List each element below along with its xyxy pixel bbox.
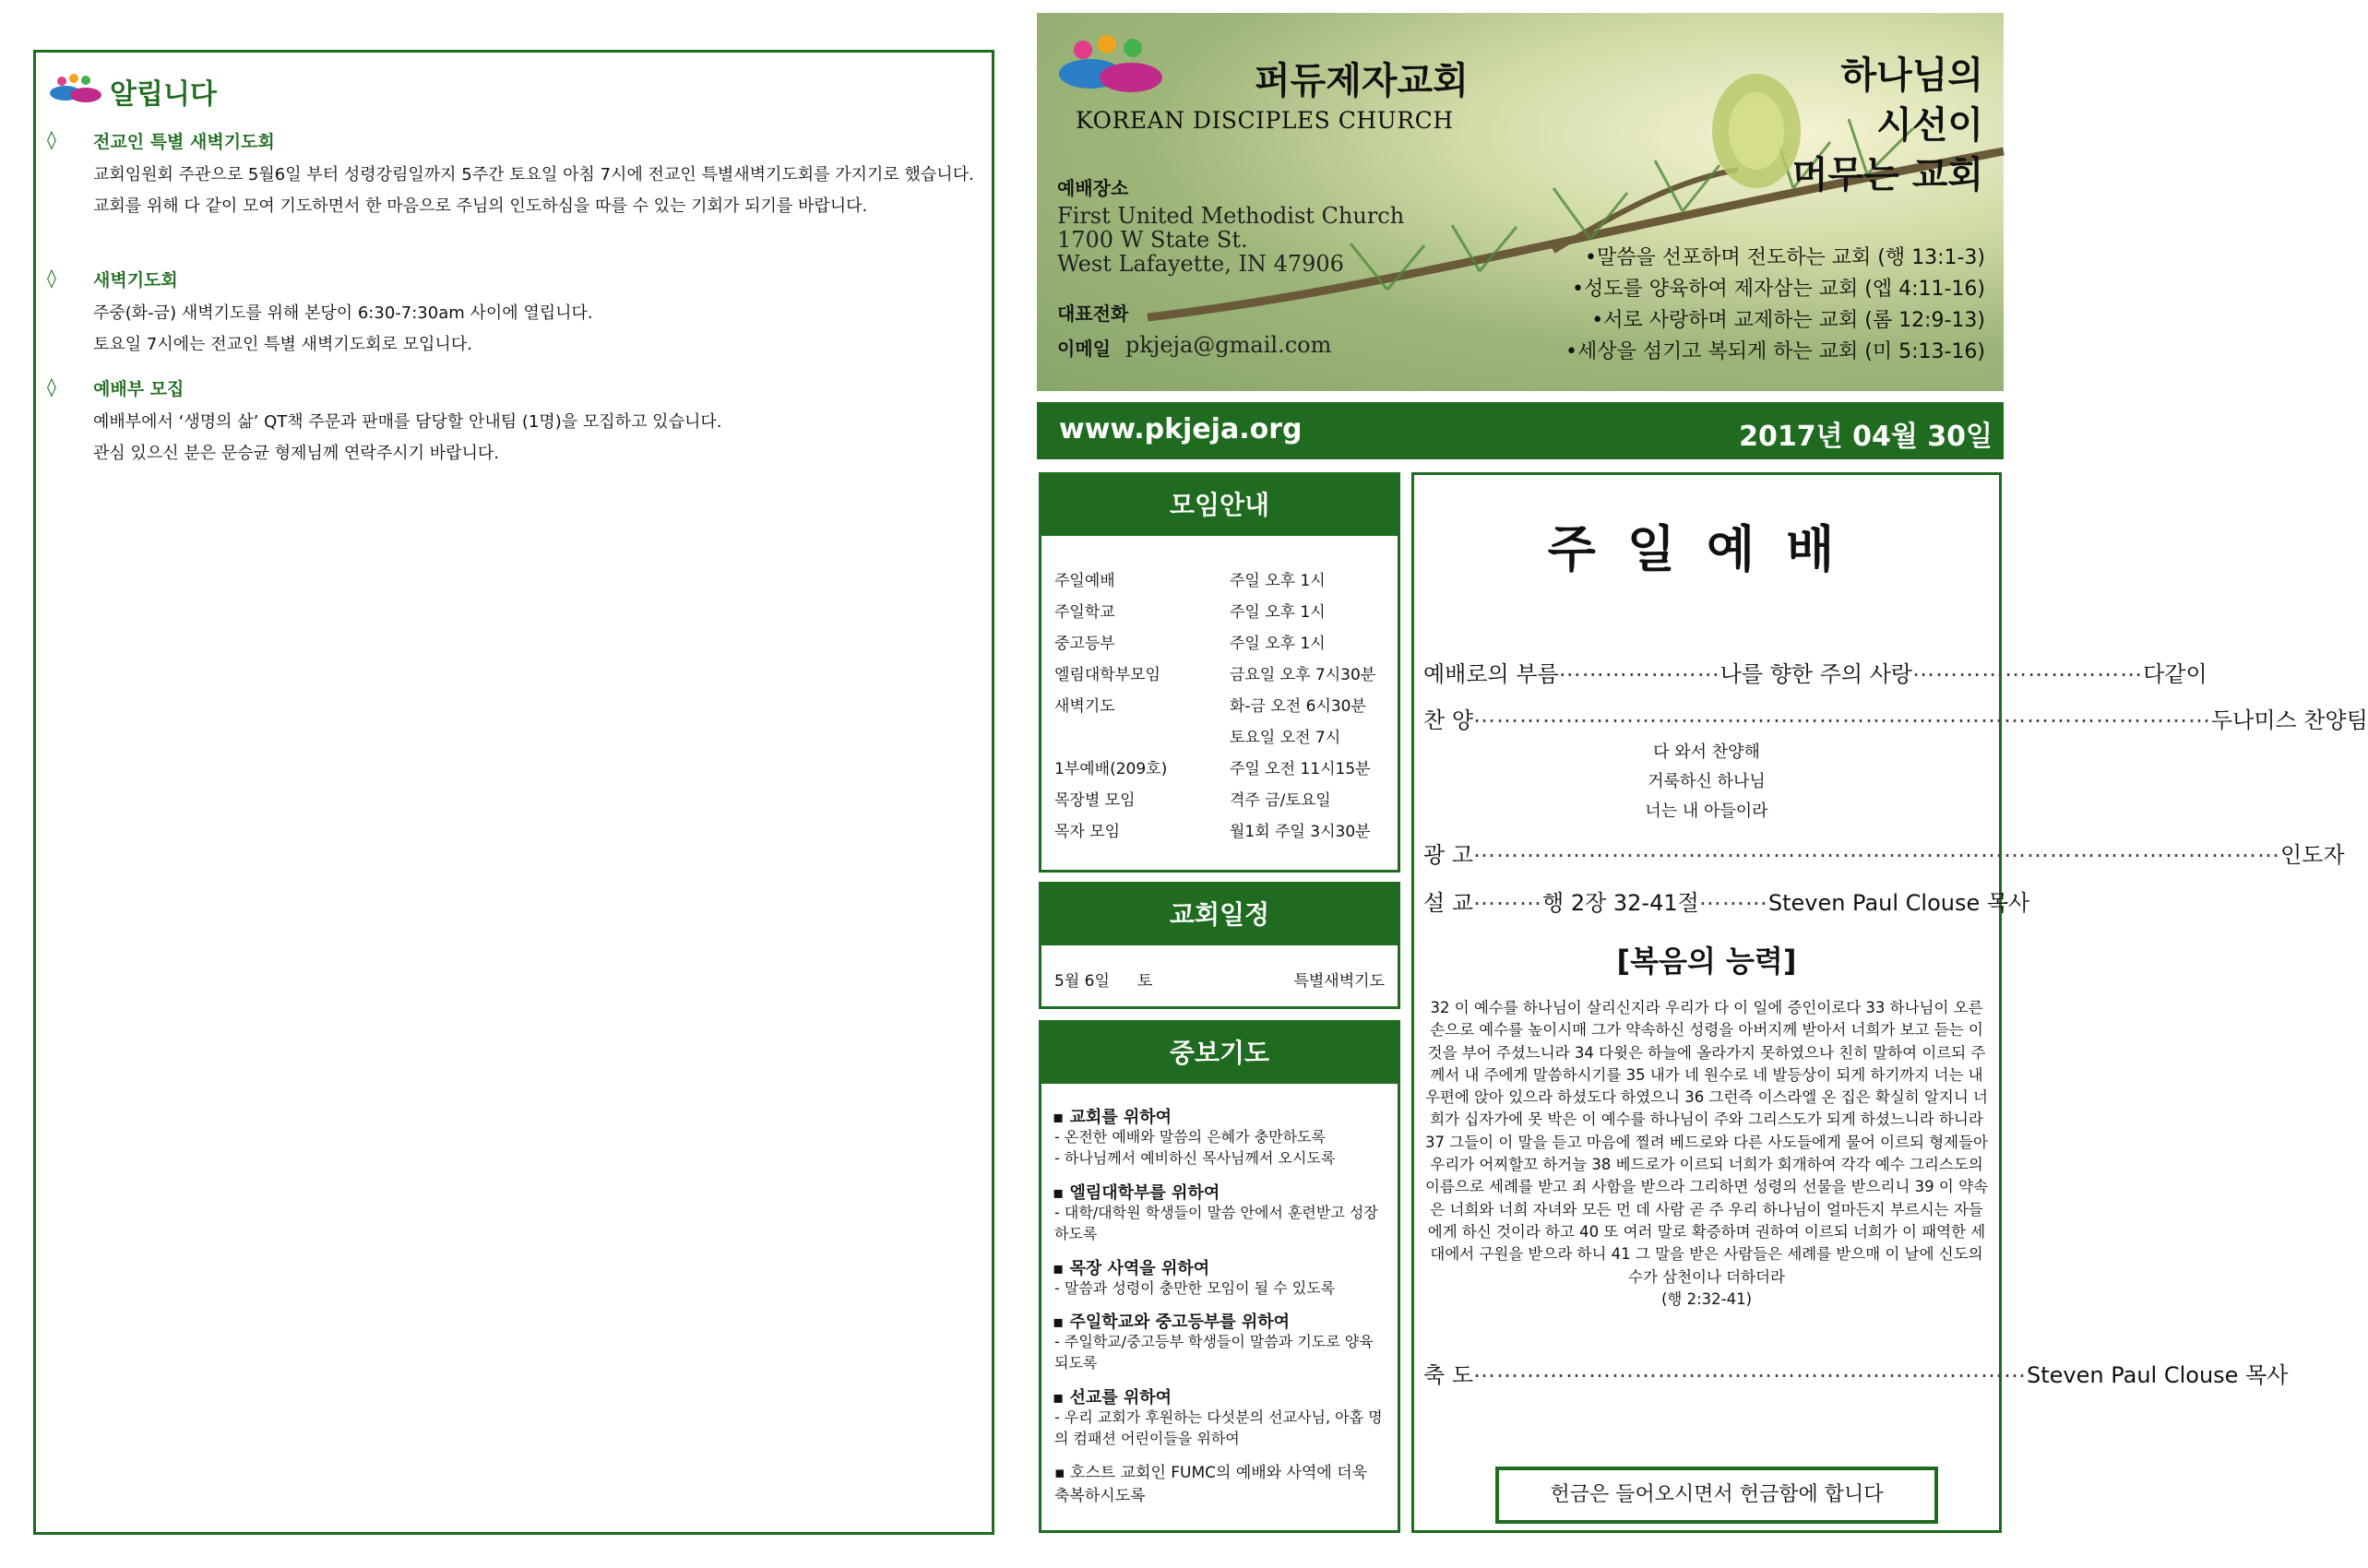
meeting-time: 월1회 주일 3시30분: [1230, 823, 1371, 841]
meeting-time: 금요일 오후 7시30분: [1230, 666, 1376, 684]
motto-line-2: 시선이: [1876, 104, 1983, 147]
bulletin-date: 2017년 04월 30일: [1739, 421, 1993, 453]
order-sermon: [1423, 885, 2030, 917]
scripture-passage: 32 이 예수를 하나님이 살리신지라 우리가 다 이 일에 증인이로다 33 하나님이 오른손으로 예수를 높이시매 그가 약속하신 성령을 아버지께 받아서 너희가 보고 듣는 이것을 부어 주셨느니라 34 다윗은 하늘에 올라가지 못하였으나 친히 말하여 이르되 주께서 내 주에게 말씀하시기를 35 내가 네 원수로 네 발등상이 되게 하기까지 너는 내 우편에 앉아 있으라 하셨도다 하였으니 36 그런즉 이스라엘 온 집은 확실히 알지니 너희가 십자가에 못 박은 이 예수를 하나님이 주와 그리스도가 되게 하셨느니라 하니라 37 그들이 이 말을 듣고 마음에 찔려 베드로와 다른 사도들에게 물어 이르되 형제들아 우리가 어찌할꼬 하거늘 38 베드로가 이르되 너희가 회개하여 각각 예수 그리스도의 이름으로 세례를 받고 죄 사함을 받으라 그리하면 성령의 선물을 받으리니 39 이 약속은 너희와 너희 자녀와 모든 먼 데 사람 곧 주 우리 하나님이 얼마든지 부르시는 자들에게 하신 것이라 하고 40 또 여러 말로 확증하며 권하여 이르되 너희가 이 패역한 세대에서 구원을 받으라 하니 41 그 말을 받은 사람들은 세례를 받으매 이 날에 신도의 수가 삼천이나 더하더라: [1425, 999, 1988, 1286]
leader-dots: ………: [1698, 885, 1768, 910]
leader-dots: …………………: [1558, 656, 1720, 682]
meeting-time: 주일 오후 1시: [1230, 572, 1326, 590]
meeting-name: 주일예배: [1054, 572, 1115, 590]
meeting-time: 주일 오후 1시: [1230, 635, 1326, 653]
email-label: 이메일: [1057, 338, 1111, 360]
worship-title: 주일예배: [1547, 520, 1866, 578]
meetings-box: [1039, 472, 1400, 873]
order-label: 찬 양: [1423, 707, 1473, 733]
leader-dots: …………………………: [1912, 656, 2144, 682]
meeting-name: 엘림대학부모임: [1054, 666, 1160, 684]
order-right: 두나미스 찬양팀: [2211, 707, 2368, 733]
vision-line: •세상을 섬기고 복되게 하는 교회 (미 5:13-16): [1565, 340, 1985, 363]
order-benediction: [1423, 1357, 2289, 1389]
meeting-time: 격주 금/토요일: [1230, 791, 1331, 810]
meeting-name: 주일학교: [1054, 603, 1115, 622]
prayer-item-title: ▪ 목장 사역을 위하여: [1053, 1259, 1210, 1278]
church-name-english: KOREAN DISCIPLES CHURCH: [1076, 107, 1454, 134]
prayer-item-body: ▪ 호스트 교회인 FUMC의 예배와 사역에 더욱 축복하시도록: [1054, 1464, 1368, 1505]
order-middle: 나를 향한 주의 사랑: [1719, 661, 1913, 687]
meetings-title: 모임안내: [1041, 475, 1398, 536]
motto-line-3: 머무는 교회: [1791, 154, 1983, 196]
church-logo-icon: [49, 73, 102, 104]
vision-line: •서로 사랑하며 교제하는 교회 (롬 12:9-13): [1591, 309, 1985, 332]
prayer-item-body: - 주일학교/중고등부 학생들이 말씀과 기도로 양육되도록: [1054, 1333, 1374, 1372]
announcement-heading: 예배부 모집: [93, 379, 184, 399]
schedule-event: 특별새벽기도: [1293, 972, 1385, 991]
order-label: 광 고: [1423, 842, 1473, 868]
vision-line: •말씀을 선포하며 전도하는 교회 (행 13:1-3): [1585, 246, 1985, 269]
diamond-bullet-icon: ◊: [47, 375, 56, 398]
diamond-bullet-icon: ◊: [47, 267, 56, 289]
meeting-time: 주일 오전 11시15분: [1230, 760, 1371, 778]
prayer-box: [1039, 1020, 1400, 1533]
meeting-name: 중고등부: [1054, 635, 1115, 653]
prayer-item-title: ▪ 주일학교와 중고등부를 위하여: [1053, 1313, 1291, 1332]
prayer-item-body: - 우리 교회가 후원하는 다섯분의 선교사님, 아홉 명의 컴패션 어린이들을 위하여: [1054, 1408, 1383, 1447]
meeting-name: 새벽기도: [1054, 697, 1115, 716]
announcement-heading: 전교인 특별 새벽기도회: [93, 132, 275, 152]
schedule-day: 토: [1137, 972, 1153, 991]
offering-notice: 헌금은 들어오시면서 헌금함에 합니다: [1495, 1467, 1938, 1524]
prayer-item-body: - 온전한 예배와 말씀의 은혜가 충만하도록 - 하나님께서 예비하신 목사님께서 오시도록: [1054, 1128, 1336, 1167]
email-address[interactable]: pkjeja@gmail.com: [1125, 332, 1332, 358]
venue-line: West Lafayette, IN 47906: [1057, 251, 1344, 277]
announcements-panel: [33, 50, 994, 1535]
scripture-text: [1425, 997, 1988, 1311]
sunday-worship-box: [1411, 472, 2368, 1533]
phone-label: 대표전화: [1057, 303, 1129, 325]
order-call-to-worship: [1423, 656, 2207, 688]
announcement-body: 예배부에서 ‘생명의 삶’ QT책 주문과 판매를 담당할 안내팀 (1명)을 모집하고 있습니다. 관심 있으신 분은 문승균 형제님께 연락주시기 바랍니다.: [93, 412, 722, 463]
song-title: 너는 내 아들이라: [1645, 802, 1768, 821]
order-right: Steven Paul Clouse 목사: [2027, 1362, 2289, 1388]
announcement-body: 주중(화-금) 새벽기도를 위해 본당이 6:30-7:30am 사이에 열립니다. 토요일 7시에는 전교인 특별 새벽기도회로 모입니다.: [93, 303, 593, 354]
prayer-item-body: - 대학/대학원 학생들이 말씀 안에서 훈련받고 성장하도록: [1054, 1204, 1378, 1242]
church-schedule-title: 교회일정: [1041, 885, 1398, 945]
announcement-heading: 새벽기도회: [93, 270, 178, 291]
venue-label: 예배장소: [1057, 177, 1129, 199]
meeting-name: 1부예배(209호): [1054, 760, 1168, 778]
church-schedule-box: [1039, 882, 1400, 1009]
leader-dots: ……………………………………………………………………………………: [1473, 702, 2211, 728]
sermon-title: [복음의 능력]: [1616, 944, 1797, 979]
song-title: 거룩하신 하나님: [1648, 772, 1766, 791]
order-label: 예배로의 부름: [1423, 661, 1559, 687]
scripture-reference: (행 2:32-41): [1660, 1289, 1753, 1308]
order-label: 축 도: [1423, 1362, 1473, 1388]
leader-dots: ………: [1473, 885, 1542, 910]
schedule-date: 5월 6일: [1054, 972, 1110, 991]
meeting-time: 화-금 오전 6시30분: [1230, 697, 1366, 716]
order-right: 다같이: [2143, 661, 2207, 687]
meeting-name: 목자 모임: [1054, 823, 1121, 841]
church-logo-icon: [1057, 33, 1166, 94]
diamond-bullet-icon: ◊: [47, 128, 56, 150]
order-notice: [1423, 837, 2345, 869]
venue-line: First United Methodist Church: [1057, 203, 1405, 229]
church-name-korean: 퍼듀제자교회: [1255, 60, 1469, 102]
leader-dots: ………………………………………………………………: [1473, 1357, 2027, 1383]
website-link[interactable]: www.pkjeja.org: [1059, 413, 1303, 445]
order-middle: 행 2장 32-41절: [1542, 890, 1699, 916]
announcements-title: 알립니다: [110, 78, 217, 111]
order-hymn: [1423, 702, 2368, 734]
order-right: Steven Paul Clouse 목사: [1767, 890, 2030, 916]
prayer-item-body: - 말씀과 성령이 충만한 모임이 될 수 있도록: [1054, 1279, 1336, 1297]
prayer-item-title: ▪ 교회를 위하여: [1053, 1108, 1172, 1127]
meeting-time: 주일 오후 1시: [1230, 603, 1326, 622]
vision-line: •성도를 양육하여 제자삼는 교회 (엡 4:11-16): [1572, 278, 1985, 301]
order-right: 인도자: [2280, 842, 2345, 868]
song-title: 다 와서 찬양해: [1653, 742, 1760, 762]
motto-line-1: 하나님의: [1840, 54, 1983, 97]
meeting-time: 토요일 오전 7시: [1230, 729, 1341, 747]
prayer-item-title: ▪ 선교를 위하여: [1053, 1388, 1172, 1408]
venue-line: 1700 W State St.: [1057, 227, 1248, 253]
church-header-banner: [1037, 13, 2004, 391]
meeting-name: 목장별 모임: [1054, 791, 1136, 810]
prayer-title: 중보기도: [1041, 1023, 1398, 1084]
url-date-bar: [1037, 402, 2004, 459]
prayer-item-title: ▪ 엘림대학부를 위하여: [1053, 1183, 1220, 1203]
order-label: 설 교: [1423, 890, 1473, 916]
leader-dots: ……………………………………………………………………………………………: [1473, 837, 2280, 862]
announcement-body: 교회임원회 주관으로 5월6일 부터 성령강림일까지 5주간 토요일 아침 7시에 전교인 특별새벽기도회를 가지기로 했습니다. 교회를 위해 다 같이 모여 기도하면서 한 마음으로 주님의 인도하심을 따를 수 있는 기회가 되기를 바랍니다.: [93, 165, 974, 216]
